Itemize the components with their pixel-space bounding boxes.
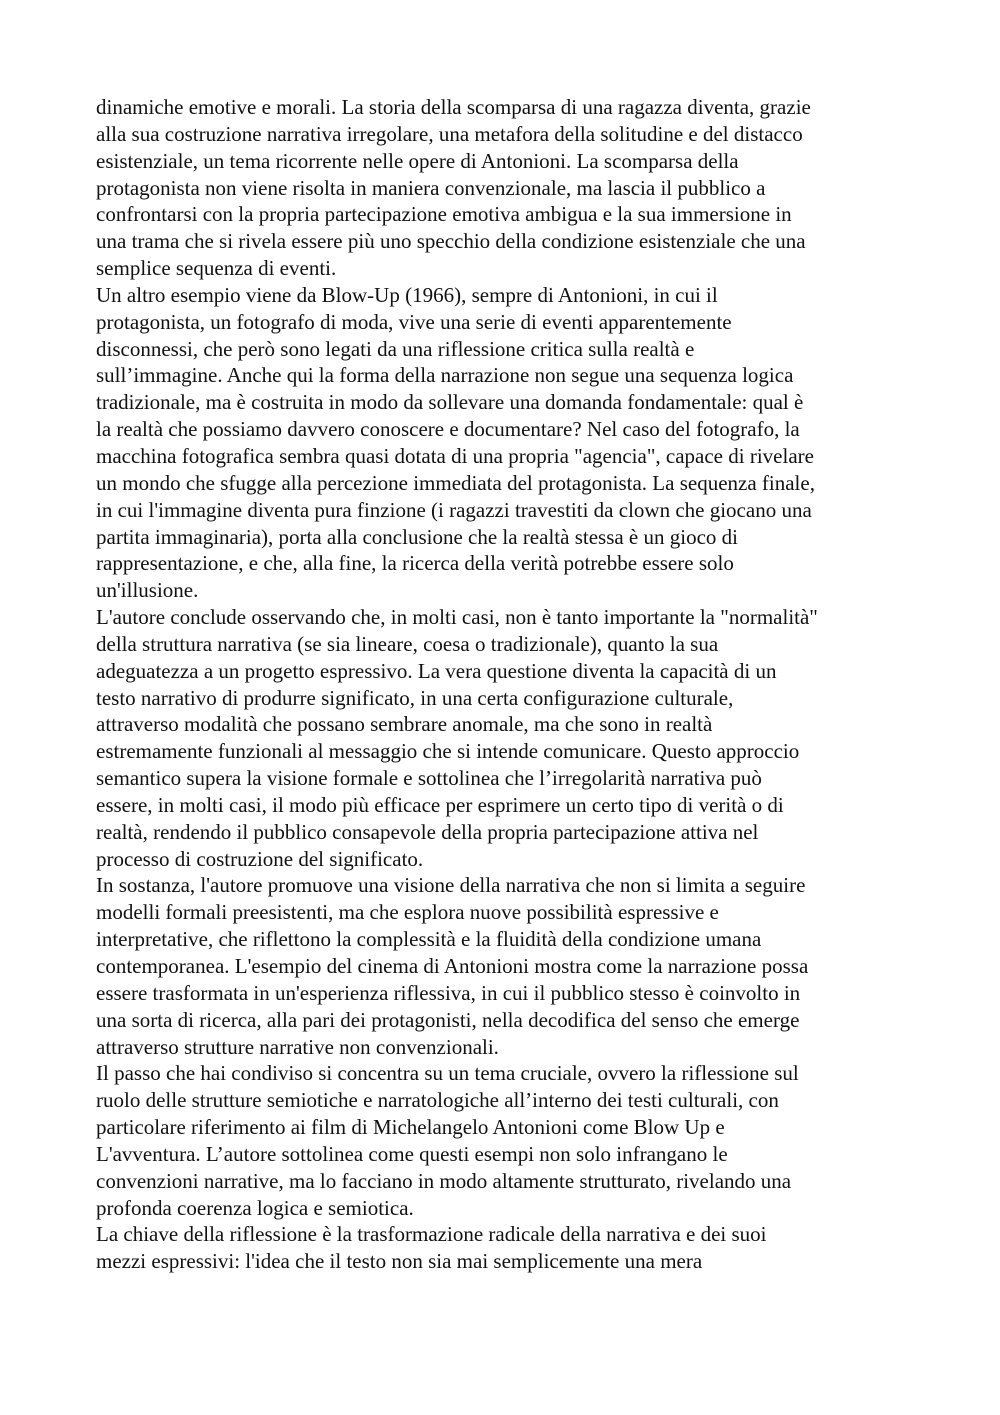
paragraph-4: In sostanza, l'autore promuove una visione della narrativa che non si limita a seguire modelli formali preesistenti, ma che esplora nuove possibilità espressive e interpretative, che riflettono la complessità e la fluidità della condizione umana contemporanea. L'esempio del cinema di Antonioni mostra come la narrazione possa essere trasformata in un'esperienza riflessiva, in cui il pubblico stesso è coinvolto in una sorta di ricerca, alla pari dei protagonisti, nella decodifica del senso che emerge attraverso strutture narrative non convenzionali.	[96, 873, 809, 1059]
paragraph-2: Un altro esempio viene da Blow-Up (1966), sempre di Antonioni, in cui il protagonista, un fotografo di moda, vive una serie di eventi apparentemente disconnessi, che però sono legati da una riflessione critica sulla realtà e sull’immagine. Anche qui la forma della narrazione non segue una sequenza logica tradizionale, ma è costruita in modo da sollevare una domanda fondamentale: qual è la realtà che possiamo davvero conoscere e documentare? Nel caso del fotografo, la macchina fotografica sembra quasi dotata di una propria "agencia", capace di rivelare un mondo che sfugge alla percezione immediata del protagonista. La sequenza finale, in cui l'immagine diventa pura finzione (i ragazzi travestiti da clown che giocano una partita immaginaria), porta alla conclusione che la realtà stessa è un gioco di rappresentazione, e che, alla fine, la ricerca della verità potrebbe essere solo un'illusione.	[96, 282, 815, 603]
paragraph-5: Il passo che hai condiviso si concentra su un tema cruciale, ovvero la riflessione sul ruolo delle strutture semiotiche e narratologiche all’interno dei testi culturali, con particolare riferimento ai film di Michelangelo Antonioni come Blow Up e L'avventura. L’autore sottolinea come questi esempi non solo infrangano le convenzioni narrative, ma lo facciano in modo altamente strutturato, rivelando una profonda coerenza logica e semiotica.	[96, 1061, 799, 1220]
paragraph-6: La chiave della riflessione è la trasformazione radicale della narrativa e dei suoi mezzi espressivi: l'idea che il testo non sia mai semplicemente una mera	[96, 1222, 767, 1274]
paragraph-3: L'autore conclude osservando che, in molti casi, non è tanto importante la "normalità" della struttura narrativa (se sia lineare, coesa o tradizionale), quanto la sua adeguatezza a un progetto espressivo. La vera questione diventa la capacità di un testo narrativo di produrre significato, in una certa configurazione culturale, attraverso modalità che possano sembrare anomale, ma che sono in realtà estremamente funzionali al messaggio che si intende comunicare. Questo approccio semantico supera la visione formale e sottolinea che l’irregolarità narrativa può essere, in molti casi, il modo più efficace per esprimere un certo tipo di verità o di realtà, rendendo il pubblico consapevole della propria partecipazione attiva nel processo di costruzione del significato.	[96, 605, 818, 871]
paragraph-1: dinamiche emotive e morali. La storia della scomparsa di una ragazza diventa, grazie alla sua costruzione narrativa irregolare, una metafora della solitudine e del distacco esistenziale, un tema ricorrente nelle opere di Antonioni. La scomparsa della protagonista non viene risolta in maniera convenzionale, ma lascia il pubblico a confrontarsi con la propria partecipazione emotiva ambigua e la sua immersione in una trama che si rivela essere più uno specchio della condizione esistenziale che una semplice sequenza di eventi.	[96, 95, 811, 281]
document-page	[96, 94, 916, 1275]
